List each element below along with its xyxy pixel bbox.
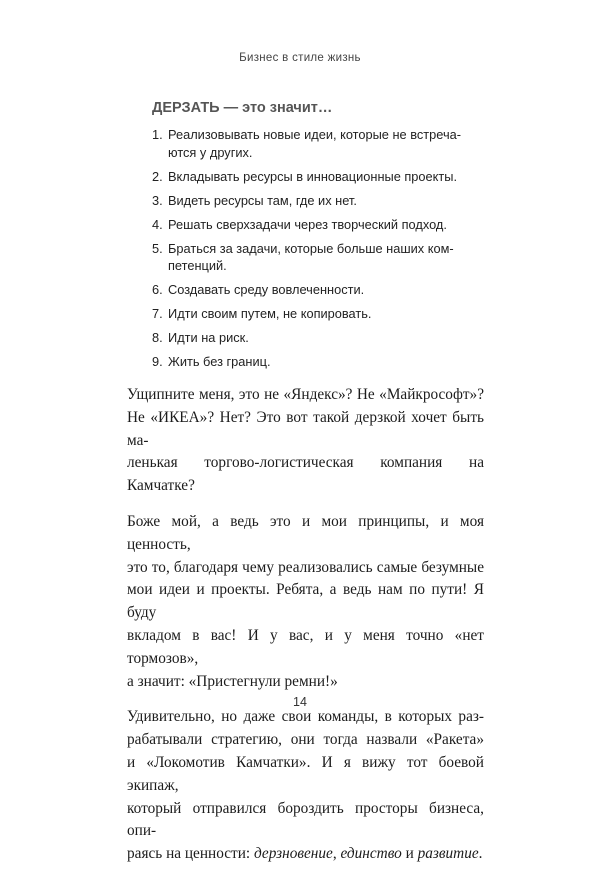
item-text: ются у других. [168, 144, 253, 160]
principles-list [152, 126, 492, 377]
body-text [127, 384, 484, 879]
item-text: Идти своим путем, не копировать. [168, 306, 372, 321]
page-number: 14 [293, 695, 307, 709]
item-text: Идти на риск. [168, 330, 249, 345]
item-text: петенций. [168, 258, 227, 273]
value-unity: единство [340, 845, 402, 863]
value-development: развитие [417, 845, 479, 863]
list-item [152, 168, 492, 186]
paragraph: Ущипните меня, это не «Яндекс»? Не «Майкрософт»? Не «ИКЕА»? Нет? Это вот такой дерзкой хочет быть ма- ленькая торгово-логистическая компания на Камчатке? [127, 386, 484, 495]
item-text: Видеть ресурсы там, где их нет. [168, 192, 357, 208]
paragraph: Удивительно, но даже свои команды, в которых раз- рабатывали стратегию, они тогда назвали «Ракета» и «Локомотив Камчатки». И я вижу тот боевой экипаж, который отправился бороздить просторы бизнеса, опи- раясь на ценности: дерзновение, единство и развитие. [127, 708, 484, 863]
list-item [152, 329, 492, 347]
list-item [152, 192, 492, 210]
item-number: 5. [152, 240, 163, 256]
list-item [152, 353, 492, 371]
item-text: Жить без границ. [168, 354, 271, 369]
list-item [152, 281, 492, 299]
list-item [152, 216, 492, 234]
item-number: 4. [152, 216, 163, 232]
item-number: 9. [152, 354, 163, 369]
running-head: Бизнес в стиле жизнь [239, 52, 361, 64]
item-number: 7. [152, 306, 163, 321]
item-number: 1. [152, 127, 163, 142]
principles-title: ДЕРЗАТЬ — это значит… [152, 100, 333, 116]
list-item [152, 126, 492, 161]
item-number: 6. [152, 282, 163, 297]
item-text: Браться за задачи, которые больше наших ком- [168, 240, 454, 256]
item-text: Решать сверхзадачи через творческий подход. [168, 216, 447, 232]
item-number: 3. [152, 192, 163, 208]
list-item [152, 240, 492, 275]
item-text: Создавать среду вовлеченности. [168, 282, 365, 297]
item-number: 2. [152, 168, 163, 184]
paragraph: Боже мой, а ведь это и мои принципы, и моя ценность, это то, благодаря чему реализовались самые безумные мои идеи и проекты. Ребята, а ведь нам по пути! Я буду вкладом в вас! И у вас, и у меня точно «нет тормозов», а значит: «Пристегнули ремни!» [127, 512, 484, 690]
list-item [152, 305, 492, 323]
item-number: 8. [152, 330, 163, 345]
value-daring: дерзновение [253, 845, 333, 863]
item-text: Реализовывать новые идеи, которые не встреча- [168, 127, 461, 142]
item-text: Вкладывать ресурсы в инновационные проекты. [168, 168, 458, 184]
